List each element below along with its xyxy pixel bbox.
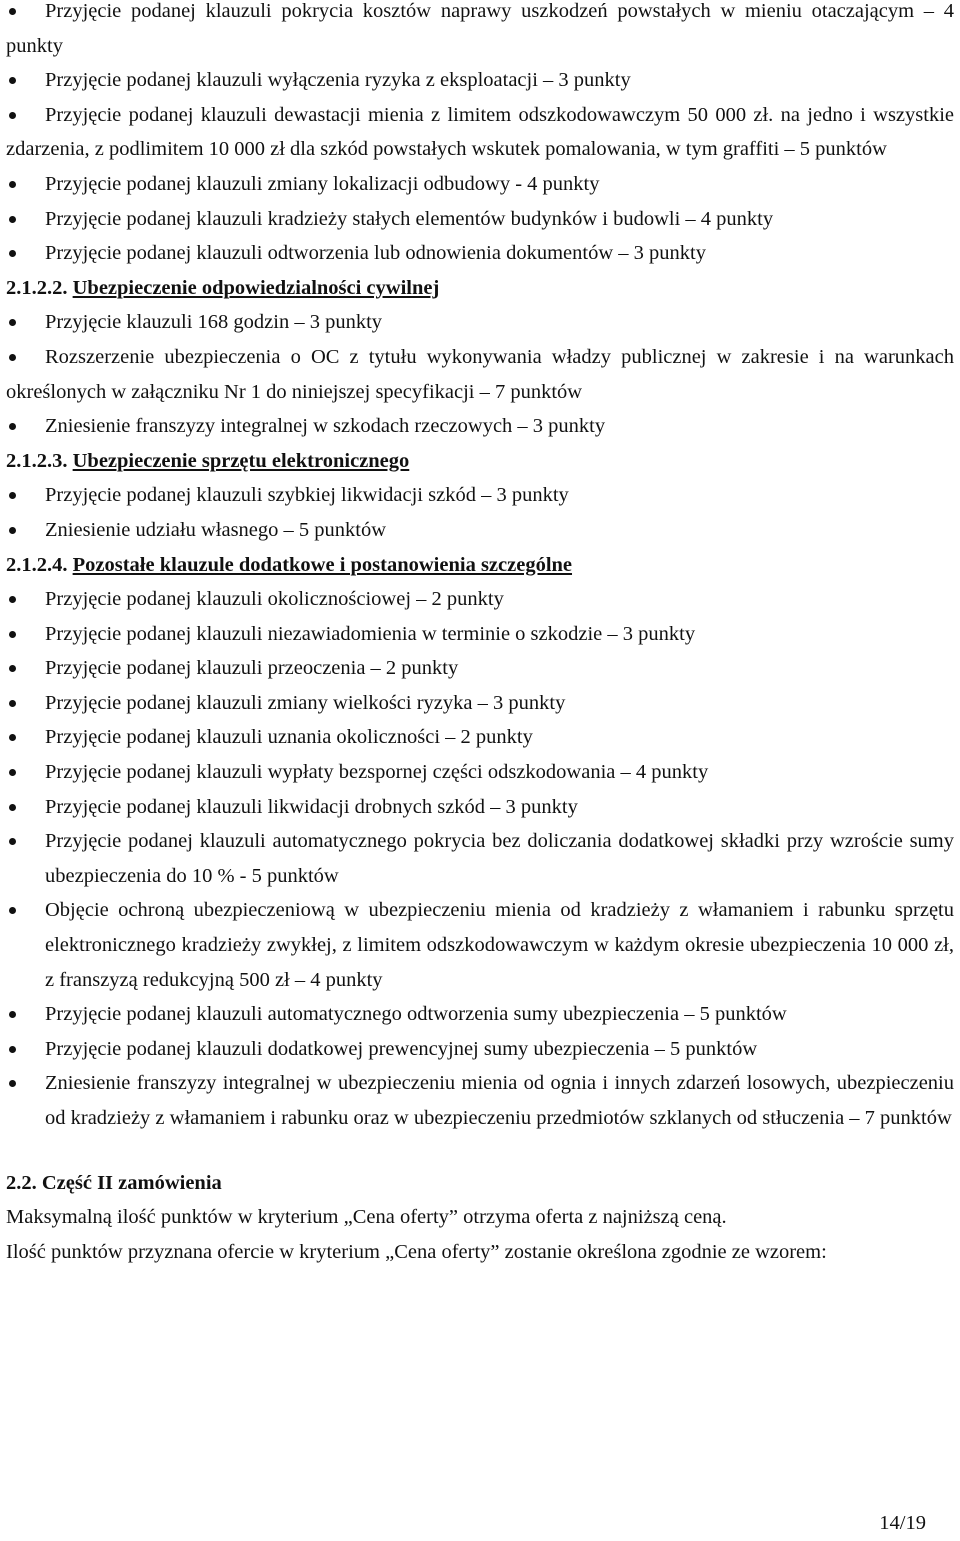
price-criterion-paragraph: Maksymalną ilość punktów w kryterium „Cena oferty” otrzyma oferta z najniższą ceną. (6, 1206, 727, 1229)
list-item: Przyjęcie podanej klauzuli odtworzenia lub odnowienia dokumentów – 3 punkty (6, 236, 954, 271)
other-clauses-list (6, 582, 954, 1136)
section-title: Pozostałe klauzule dodatkowe i postanowienia szczególne (72, 553, 573, 576)
list-item: Przyjęcie podanej klauzuli przeoczenia – 2 punkty (6, 651, 954, 686)
list-item: Przyjęcie podanej klauzuli wyłączenia ryzyka z eksploatacji – 3 punkty (6, 63, 954, 98)
section-title: Ubezpieczenie sprzętu elektronicznego (72, 449, 410, 472)
list-item: Przyjęcie klauzuli 168 godzin – 3 punkty (6, 305, 954, 340)
list-item: Przyjęcie podanej klauzuli likwidacji drobnych szkód – 3 punkty (6, 790, 954, 825)
page-number: 14/19 (879, 1512, 926, 1535)
list-item: Rozszerzenie ubezpieczenia o OC z tytułu wykonywania władzy publicznej w zakresie i na warunkach określonych w załączniku Nr 1 do niniejszej specyfikacji – 7 punktów (6, 340, 954, 409)
section-title: Część II zamówienia (41, 1171, 222, 1194)
section-heading-2-1-2-2 (6, 271, 954, 306)
list-item: Zniesienie franszyzy integralnej w szkodach rzeczowych – 3 punkty (6, 409, 954, 444)
section-number: 2.1.2.2. (6, 276, 68, 299)
list-item: Zniesienie udziału własnego – 5 punktów (6, 513, 954, 548)
list-item: Objęcie ochroną ubezpieczeniową w ubezpieczeniu mienia od kradzieży z włamaniem i rabunku sprzętu elektronicznego kradzieży zwykłej, z limitem odszkodowawczym w każdym okresie ubezpieczenia 10 000 zł, z franszyzą redukcyjną 500 zł – 4 punkty (6, 893, 954, 997)
section-number: 2.1.2.4. (6, 553, 68, 576)
list-item: Przyjęcie podanej klauzuli dodatkowej prewencyjnej sumy ubezpieczenia – 5 punktów (6, 1032, 954, 1067)
list-item: Przyjęcie podanej klauzuli uznania okoliczności – 2 punkty (6, 720, 954, 755)
section-heading-2-1-2-3 (6, 444, 954, 479)
list-item: Przyjęcie podanej klauzuli automatycznego pokrycia bez doliczania dodatkowej składki przy wzroście sumy ubezpieczenia do 10 % - 5 punktów (6, 824, 954, 893)
list-item: Przyjęcie podanej klauzuli niezawiadomienia w terminie o szkodzie – 3 punkty (6, 617, 954, 652)
section-heading-2-1-2-4 (6, 548, 954, 583)
list-item: Przyjęcie podanej klauzuli automatycznego odtworzenia sumy ubezpieczenia – 5 punktów (6, 997, 954, 1032)
list-item: Przyjęcie podanej klauzuli okolicznościowej – 2 punkty (6, 582, 954, 617)
electronics-clauses-list (6, 478, 954, 547)
section-heading-2-2 (6, 1166, 954, 1201)
list-item: Zniesienie franszyzy integralnej w ubezpieczeniu mienia od ognia i innych zdarzeń losowych, ubezpieczeniu od kradzieży z włamaniem i rabunku oraz w ubezpieczeniu przedmiotów szklanych od stłuczenia – 7 punktów (6, 1066, 954, 1135)
list-item: Przyjęcie podanej klauzuli zmiany lokalizacji odbudowy - 4 punkty (6, 167, 954, 202)
liability-clauses-list (6, 305, 954, 443)
list-item: Przyjęcie podanej klauzuli zmiany wielkości ryzyka – 3 punkty (6, 686, 954, 721)
section-number: 2.1.2.3. (6, 449, 68, 472)
list-item: Przyjęcie podanej klauzuli kradzieży stałych elementów budynków i budowli – 4 punkty (6, 202, 954, 237)
property-clauses-list (6, 0, 954, 271)
section-number: 2.2. (6, 1171, 37, 1194)
list-item: Przyjęcie podanej klauzuli wypłaty bezspornej części odszkodowania – 4 punkty (6, 755, 954, 790)
list-item: Przyjęcie podanej klauzuli dewastacji mienia z limitem odszkodowawczym 50 000 zł. na jedno i wszystkie zdarzenia, z podlimitem 10 000 zł dla szkód powstałych wskutek pomalowania, w tym graffiti – 5 punktów (6, 98, 954, 167)
list-item: Przyjęcie podanej klauzuli pokrycia kosztów naprawy uszkodzeń powstałych w mieniu otaczającym – 4 punkty (6, 0, 954, 63)
points-formula-paragraph: Ilość punktów przyznana ofercie w kryterium „Cena oferty” zostanie określona zgodnie ze wzorem: (6, 1240, 827, 1263)
section-title: Ubezpieczenie odpowiedzialności cywilnej (72, 276, 440, 299)
list-item: Przyjęcie podanej klauzuli szybkiej likwidacji szkód – 3 punkty (6, 478, 954, 513)
page-content (6, 0, 954, 1269)
